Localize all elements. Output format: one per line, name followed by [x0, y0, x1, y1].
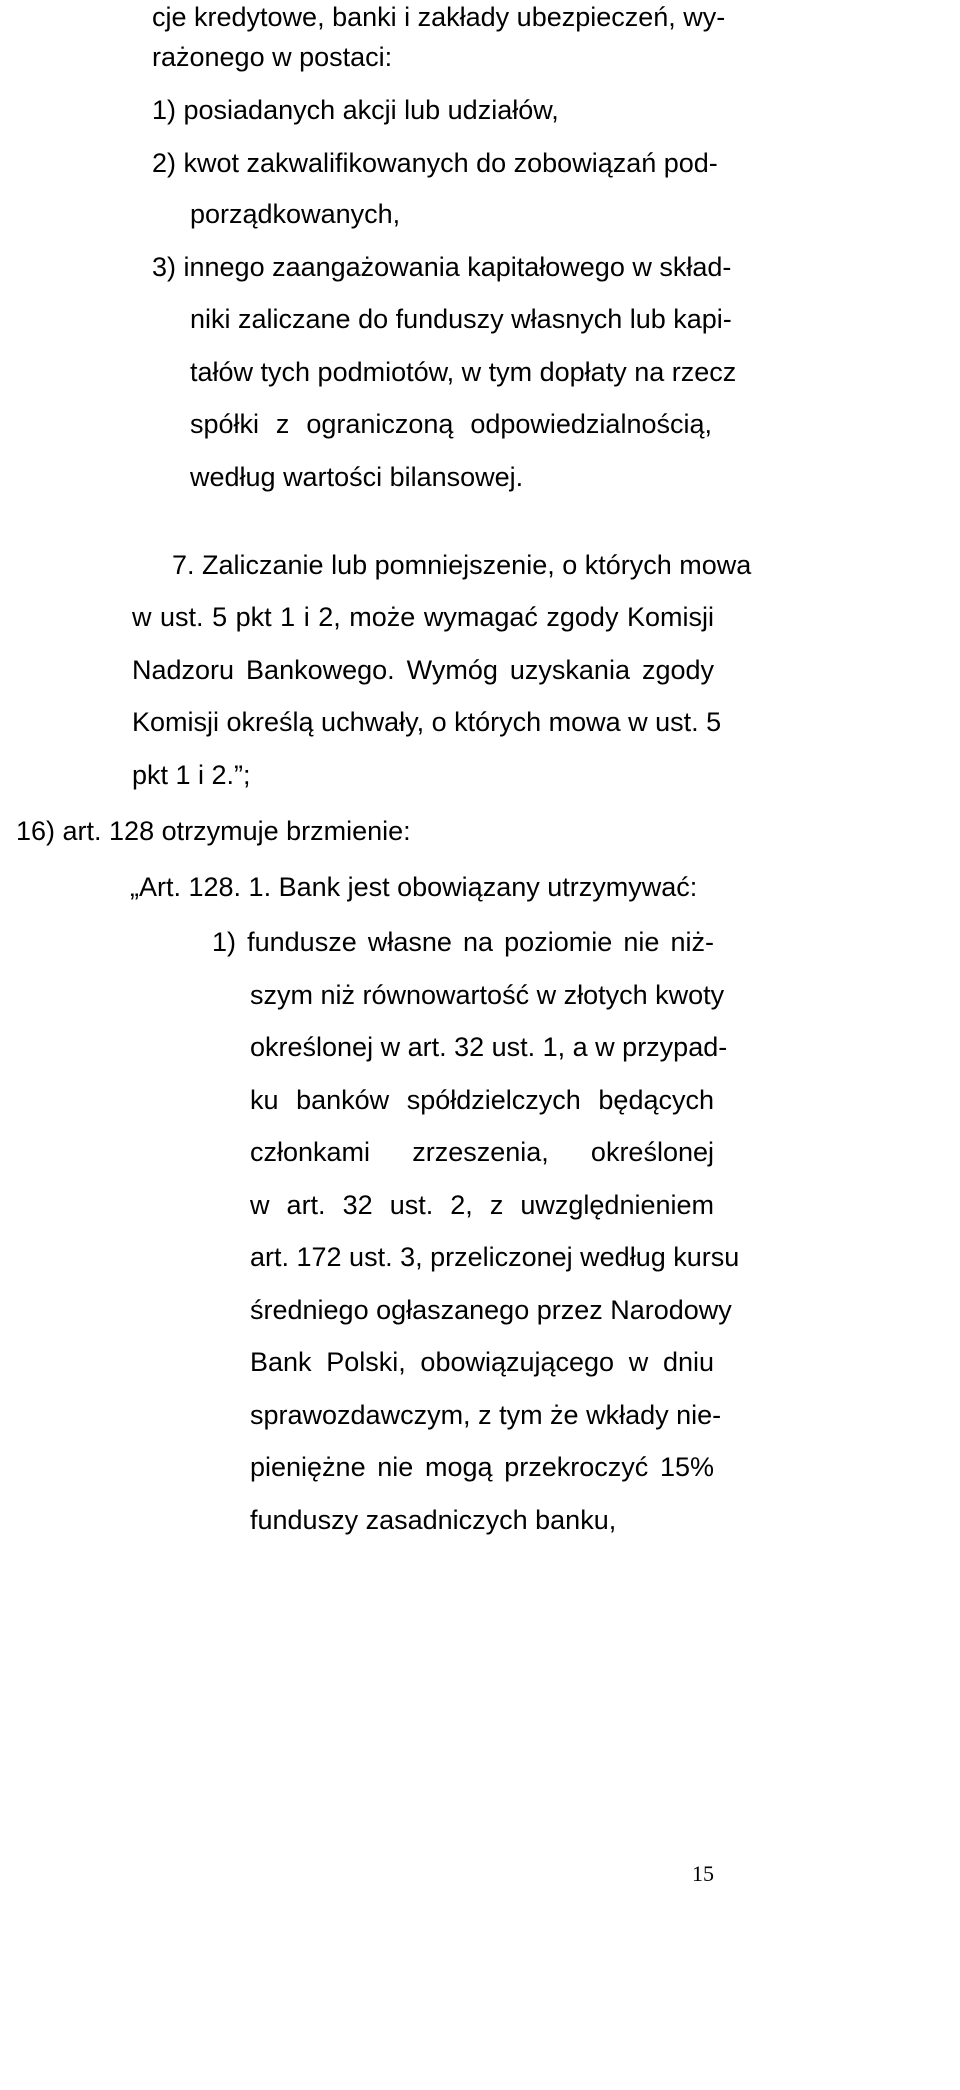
text-line: Bank Polski, obowiązującego w dniu [250, 1347, 714, 1377]
text-line: w ust. 5 pkt 1 i 2, może wymagać zgody Komisji [132, 602, 714, 632]
text-line: członkami zrzeszenia, określonej [250, 1137, 714, 1167]
text-line: w art. 32 ust. 2, z uwzględnieniem [250, 1190, 714, 1220]
text-line: określonej w art. 32 ust. 1, a w przypad- [250, 1032, 728, 1062]
text-line: Komisji określą uchwały, o których mowa w ust. 5 [132, 707, 722, 737]
text-line: według wartości bilansowej. [190, 462, 524, 492]
text-line: Nadzoru Bankowego. Wymóg uzyskania zgody [132, 655, 714, 685]
text-line: art. 172 ust. 3, przeliczonej według kursu [250, 1242, 740, 1272]
list-item: 3) innego zaangażowania kapitałowego w skład- [152, 252, 732, 282]
text-line: pieniężne nie mogą przekroczyć 15% [250, 1452, 714, 1482]
text-line: niki zaliczane do funduszy własnych lub kapi- [190, 304, 732, 334]
text-line: rażonego w postaci: [152, 42, 393, 72]
list-item: 1) fundusze własne na poziomie nie niż- [212, 927, 714, 957]
text-line: porządkowanych, [190, 199, 401, 229]
text-line: ku banków spółdzielczych będących [250, 1085, 714, 1115]
text-line: pkt 1 i 2.”; [132, 760, 251, 790]
point-heading: 16) art. 128 otrzymuje brzmienie: [16, 816, 411, 846]
text-line: spółki z ograniczoną odpowiedzialnością, [190, 409, 712, 439]
text-line: sprawozdawczym, z tym że wkłady nie- [250, 1400, 722, 1430]
text-line: tałów tych podmiotów, w tym dopłaty na rzecz [190, 357, 737, 387]
text-line: 7. Zaliczanie lub pomniejszenie, o których mowa [172, 550, 752, 580]
text-line: funduszy zasadniczych banku, [250, 1505, 617, 1535]
list-item: 2) kwot zakwalifikowanych do zobowiązań pod- [152, 148, 718, 178]
list-item: 1) posiadanych akcji lub udziałów, [152, 95, 559, 125]
page-number: 15 [692, 1861, 714, 1886]
text-line: średniego ogłaszanego przez Narodowy [250, 1295, 732, 1325]
article-heading: „Art. 128. 1. Bank jest obowiązany utrzymywać: [130, 872, 698, 902]
text-line: cje kredytowe, banki i zakłady ubezpieczeń, wy- [152, 2, 726, 32]
text-line: szym niż równowartość w złotych kwoty [250, 980, 725, 1010]
